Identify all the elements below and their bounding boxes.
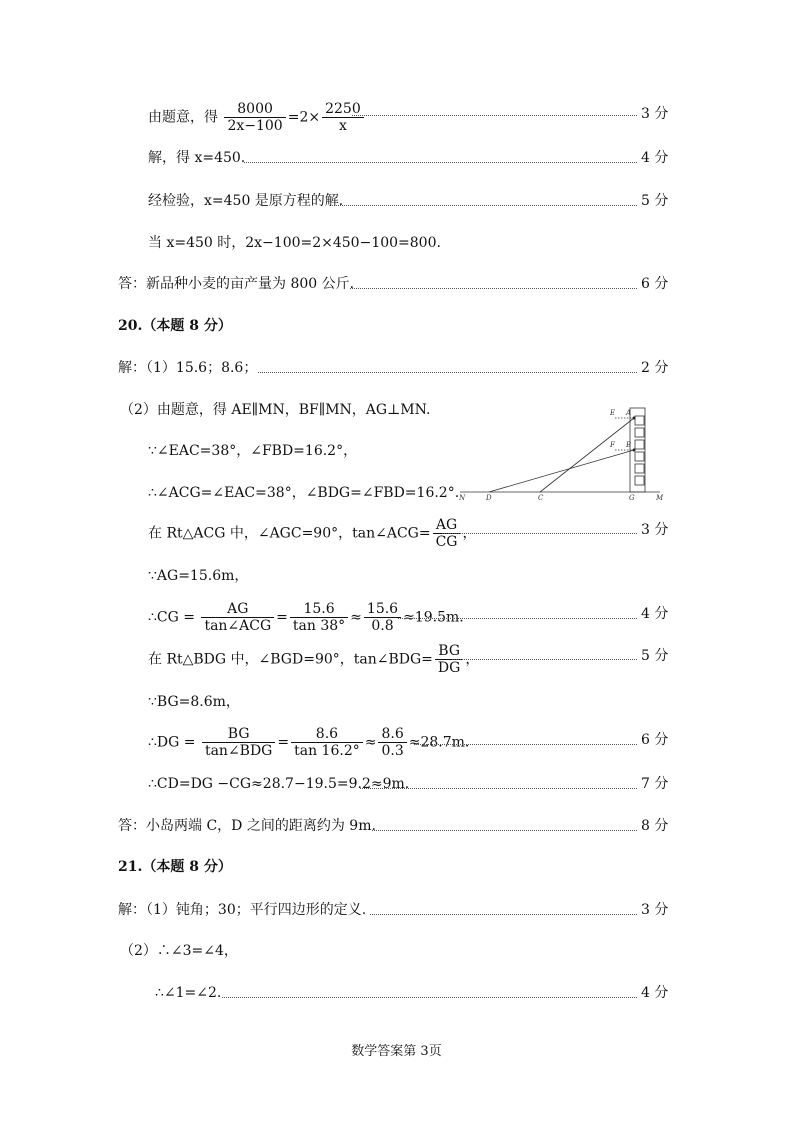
denominator: tan 16.2° <box>294 743 360 759</box>
label-G: G <box>629 494 635 502</box>
numerator: 15.6 <box>290 601 348 618</box>
text: ， <box>465 651 480 668</box>
dot-leader <box>244 161 637 163</box>
score-label: 8 分 <box>641 818 669 834</box>
text: ≈ <box>364 734 377 751</box>
numerator: AG <box>201 601 274 618</box>
label-D: D <box>486 494 492 502</box>
score-label: 5 分 <box>641 648 669 664</box>
text: 在 Rt△BDG 中，∠BGD=90°，tan∠BDG= <box>148 651 433 668</box>
fraction <box>202 726 275 759</box>
dot-leader <box>370 913 637 915</box>
dot-leader <box>414 743 637 745</box>
dot-leader <box>360 787 637 789</box>
label-N: N <box>459 494 466 502</box>
dot-leader <box>332 204 637 206</box>
fraction <box>224 101 285 134</box>
label-E: E <box>610 409 616 417</box>
solution-line: 解，得 x=450. <box>148 150 246 166</box>
fraction <box>364 601 401 634</box>
dot-leader <box>452 658 637 660</box>
fraction <box>201 601 274 634</box>
fraction <box>290 601 348 634</box>
score-label: 4 分 <box>641 150 669 166</box>
tan-bdg-line <box>148 643 479 676</box>
score-label: 6 分 <box>641 732 669 748</box>
answer-line: 答：新品种小麦的亩产量为 800 公斤. <box>118 276 355 292</box>
dot-leader <box>258 371 637 373</box>
score-label: 3 分 <box>641 902 669 918</box>
dot-leader <box>372 829 637 831</box>
label-M: M <box>656 494 664 502</box>
dot-leader <box>222 996 637 998</box>
numerator: 8000 <box>224 101 285 118</box>
denominator: 0.8 <box>371 618 394 634</box>
question-heading-21: 21.（本题 8 分） <box>118 859 232 875</box>
text: ∴DG = <box>148 734 196 751</box>
page-footer: 数学答案第 3页 <box>351 1044 442 1059</box>
text: ≈28.7m. <box>408 734 470 751</box>
denominator: tan∠BDG <box>204 743 273 759</box>
numerator: 8.6 <box>291 726 363 743</box>
equation-operator: =2× <box>287 109 321 126</box>
score-label: 2 分 <box>641 360 669 376</box>
dot-leader <box>442 532 637 534</box>
tan-acg-line <box>148 517 476 550</box>
ag-line: ∵AG=15.6m， <box>148 568 249 584</box>
angles-equal-line: ∴∠ACG=∠EAC=38°，∠BDG=∠FBD=16.2°. <box>148 485 460 501</box>
equation-line <box>148 101 366 134</box>
cd-line: ∴CD=DG −CG≈28.7−19.5=9.2≈9m. <box>148 776 410 792</box>
score-label: 4 分 <box>641 985 669 1001</box>
part2-line: （2）∴∠3=∠4， <box>120 943 238 959</box>
dot-leader <box>350 287 637 289</box>
numerator: BG <box>202 726 275 743</box>
numerator: BG <box>435 643 463 660</box>
text: ≈19.5m. <box>403 609 464 626</box>
part1-answer-line: 解：（1）15.6；8.6； <box>118 360 258 376</box>
denominator: CG <box>435 534 458 550</box>
numerator: 15.6 <box>364 601 401 618</box>
fraction <box>378 726 406 759</box>
text: ≈ <box>350 609 362 626</box>
denominator: x <box>338 118 347 134</box>
denominator: tan∠ACG <box>204 618 272 634</box>
answer-line-20: 答：小岛两端 C，D 之间的距离约为 9m. <box>118 818 376 834</box>
numerator: AG <box>433 517 461 534</box>
text: ， <box>462 525 477 542</box>
text: 在 Rt△ACG 中，∠AGC=90°，tan∠ACG= <box>148 525 431 542</box>
text: = <box>276 609 288 626</box>
denominator: tan 38° <box>292 618 346 634</box>
question-heading-20: 20.（本题 8 分） <box>118 318 232 334</box>
part1-answer-line-21: 解：（1）钝角；30；平行四边形的定义. <box>118 902 367 918</box>
score-label: 6 分 <box>641 276 669 292</box>
text: = <box>277 734 290 751</box>
dot-leader <box>398 617 637 619</box>
numerator: 2250 <box>322 101 364 118</box>
equation-prefix: 由题意，得 <box>148 109 218 126</box>
given-line: （2）由题意，得 AE∥MN，BF∥MN，AG⊥MN. <box>120 402 431 418</box>
score-label: 3 分 <box>641 522 669 538</box>
denominator: 2x−100 <box>227 118 283 134</box>
given-angles-line: ∵∠EAC=38°，∠FBD=16.2°， <box>148 443 358 459</box>
score-label: 7 分 <box>641 776 669 792</box>
score-label: 3 分 <box>641 106 669 122</box>
dot-leader <box>352 114 637 116</box>
denominator: DG <box>437 660 461 676</box>
geometry-figure <box>455 404 670 506</box>
label-A: A <box>626 409 632 417</box>
check-line: 经检验，x=450 是原方程的解. <box>148 193 344 209</box>
fraction <box>291 726 363 759</box>
numerator: 8.6 <box>378 726 406 743</box>
score-label: 5 分 <box>641 193 669 209</box>
bg-line: ∵BG=8.6m， <box>148 694 240 710</box>
fraction <box>322 101 364 134</box>
angle-equal-line: ∴∠1=∠2. <box>155 985 222 1001</box>
label-C: C <box>538 494 544 502</box>
computation-line: 当 x=450 时，2x−100=2×450−100=800. <box>148 235 441 251</box>
score-label: 4 分 <box>641 606 669 622</box>
label-B: B <box>626 441 632 449</box>
text: ∴CG = <box>148 609 195 626</box>
label-F: F <box>610 441 615 449</box>
denominator: 0.3 <box>381 743 404 759</box>
